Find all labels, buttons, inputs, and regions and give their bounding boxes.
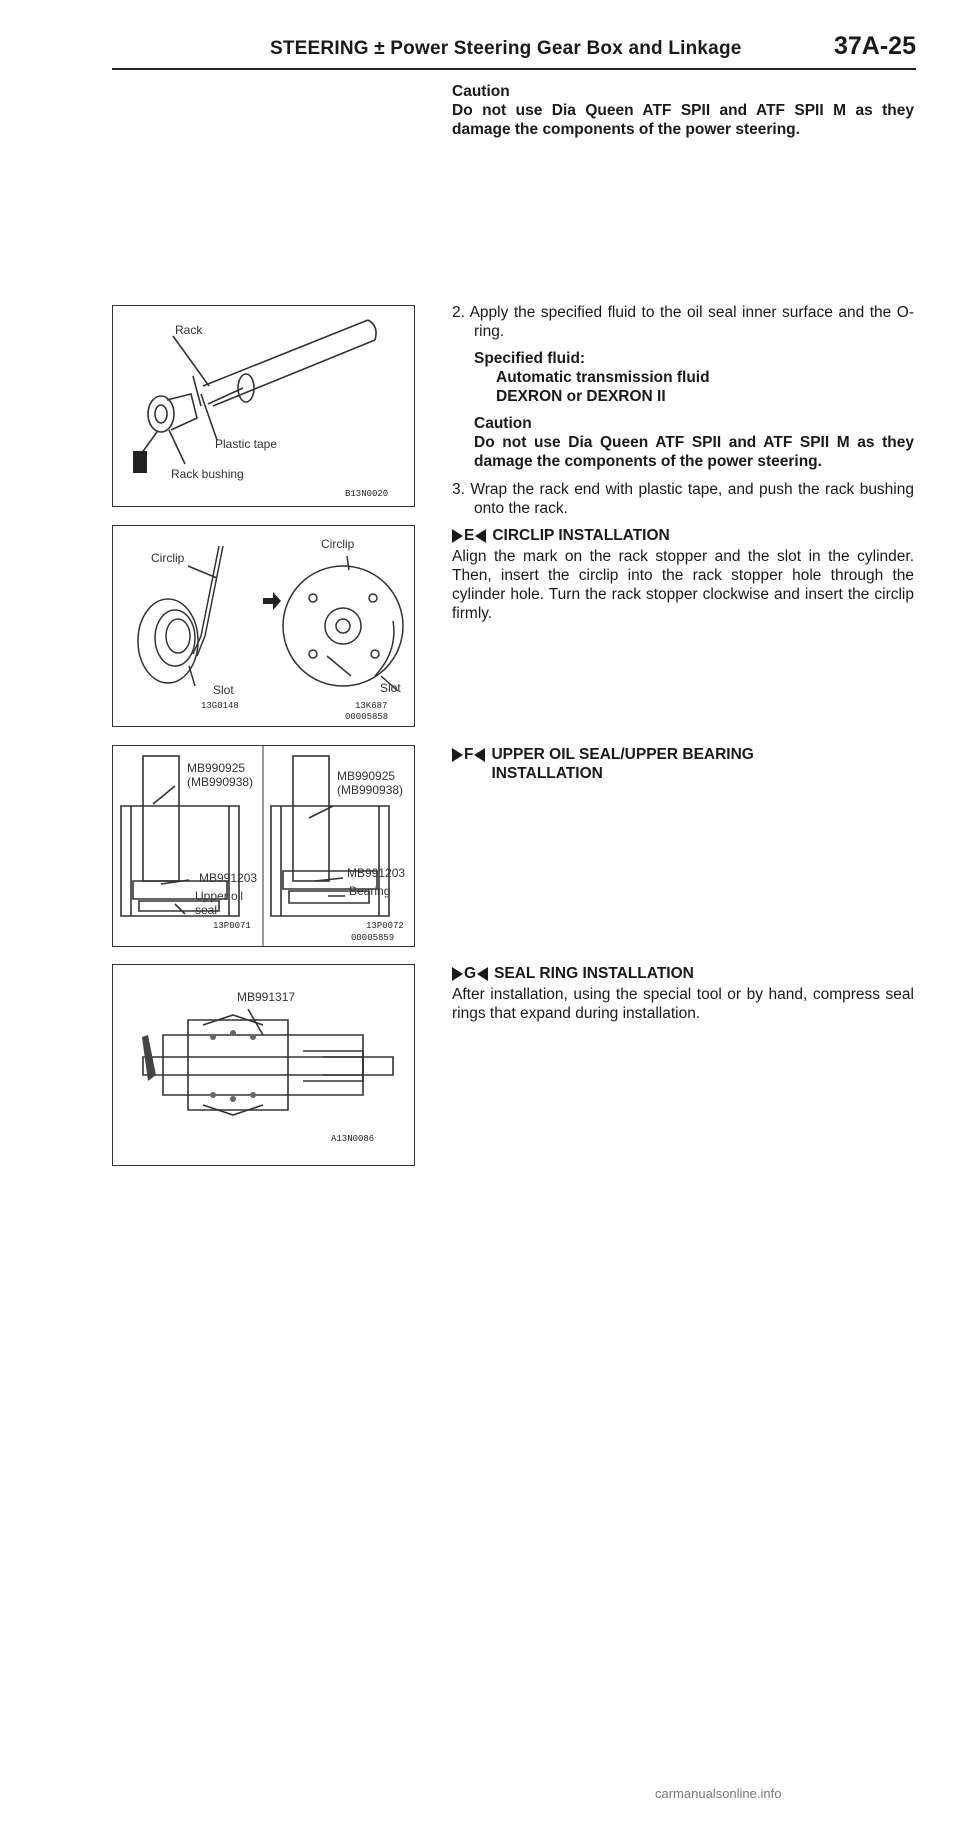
label-circlip-left: Circlip: [151, 551, 185, 565]
section-g-heading: [452, 964, 914, 983]
figure-circlip: [112, 525, 415, 727]
label-rack: Rack: [175, 323, 203, 337]
section-e-heading: [452, 526, 914, 545]
label-slot-left: Slot: [213, 683, 234, 697]
fluid-heading: Specified fluid:: [474, 350, 586, 367]
triangle-right-icon: [452, 748, 463, 762]
caution-top-heading: Caution: [452, 83, 510, 100]
figure-seal-ring: [112, 964, 415, 1166]
step-2-caution-text: Do not use Dia Queen ATF SPII and ATF SPII M as they damage the components of the power steering.: [474, 434, 914, 470]
page-header: [112, 32, 916, 72]
step-3-text: 3. Wrap the rack end with plastic tape, and push the rack bushing onto the rack.: [452, 481, 914, 517]
label-upper-oil-seal: Upper oil: [195, 889, 244, 903]
label-slot-right: Slot: [380, 681, 401, 695]
label-plastic-tape: Plastic tape: [215, 437, 278, 451]
header-rule: [112, 68, 916, 70]
page-title: STEERING ± Power Steering Gear Box and Linkage: [270, 38, 742, 59]
section-f: [452, 745, 914, 783]
label-bearing: Bearing: [349, 884, 391, 898]
page-number: 37A-25: [834, 32, 916, 60]
caution-top-text: Do not use Dia Queen ATF SPII and ATF SPII M as they damage the components of the power steering.: [452, 102, 914, 138]
section-f-heading: [452, 745, 914, 783]
figure-code: B13N0020: [345, 489, 389, 499]
section-g-title: SEAL RING INSTALLATION: [494, 965, 694, 982]
label-right-tool-2: MB991203: [347, 866, 406, 880]
triangle-right-icon: [452, 967, 463, 981]
section-g-marker: [452, 964, 488, 983]
triangle-left-icon: [475, 529, 486, 543]
section-f-title-line-1: UPPER OIL SEAL/UPPER BEARING: [491, 746, 754, 763]
section-e-body: Align the mark on the rack stopper and the slot in the cylinder. Then, insert the circlip into the rack stopper hole through the cylinder hole. Turn the rack stopper clockwise and insert the circlip firmly.: [452, 548, 914, 622]
section-g-letter: G: [464, 965, 477, 982]
fluid-line-1: Automatic transmission fluid: [496, 369, 710, 386]
figure-upper-oil-seal-bearing: [112, 745, 415, 947]
figure-code-right: 13P0072: [366, 921, 404, 931]
label-tool: MB991317: [237, 990, 296, 1004]
label-right-tool-1: MB990925: [337, 769, 396, 783]
caution-top: [452, 82, 914, 139]
triangle-left-icon: [474, 748, 485, 762]
label-right-tool-1-alt: (MB990938): [337, 783, 404, 797]
section-e-marker: [452, 526, 486, 545]
figure-code-left: 13P0071: [213, 921, 251, 931]
label-left-tool-1-alt: (MB990938): [187, 775, 254, 789]
figure-code-main: 00005858: [345, 712, 389, 722]
section-e-letter: E: [464, 527, 475, 544]
step-2-caution-heading: Caution: [474, 415, 532, 432]
label-rack-bushing: Rack bushing: [171, 467, 244, 481]
figure-code: A13N0086: [331, 1134, 375, 1144]
label-circlip-right: Circlip: [321, 537, 355, 551]
step-2-text: 2. Apply the specified fluid to the oil seal inner surface and the O-ring.: [452, 304, 914, 340]
fluid-line-2: DEXRON or DEXRON II: [496, 388, 666, 405]
figure-code-main: 00005859: [351, 933, 395, 943]
figure-code-left: 13G0148: [201, 701, 239, 711]
triangle-left-icon: [477, 967, 488, 981]
watermark: carmanualsonline.info: [655, 1786, 782, 1801]
section-e: [452, 526, 914, 623]
section-g: [452, 964, 914, 1023]
section-f-marker: [452, 745, 485, 764]
triangle-right-icon: [452, 529, 463, 543]
label-upper-oil-seal-2: seal: [195, 903, 218, 917]
step-2-block: [452, 303, 914, 518]
section-f-title-line-2: INSTALLATION: [491, 765, 603, 782]
section-g-body: After installation, using the special tool or by hand, compress seal rings that expand during installation.: [452, 986, 914, 1022]
label-left-tool-1: MB990925: [187, 761, 246, 775]
section-e-title: CIRCLIP INSTALLATION: [492, 527, 670, 544]
figure-code-right: 13K687: [355, 701, 388, 711]
section-f-letter: F: [464, 746, 474, 763]
figure-rack-bushing: [112, 305, 415, 507]
label-left-tool-2: MB991203: [199, 871, 258, 885]
